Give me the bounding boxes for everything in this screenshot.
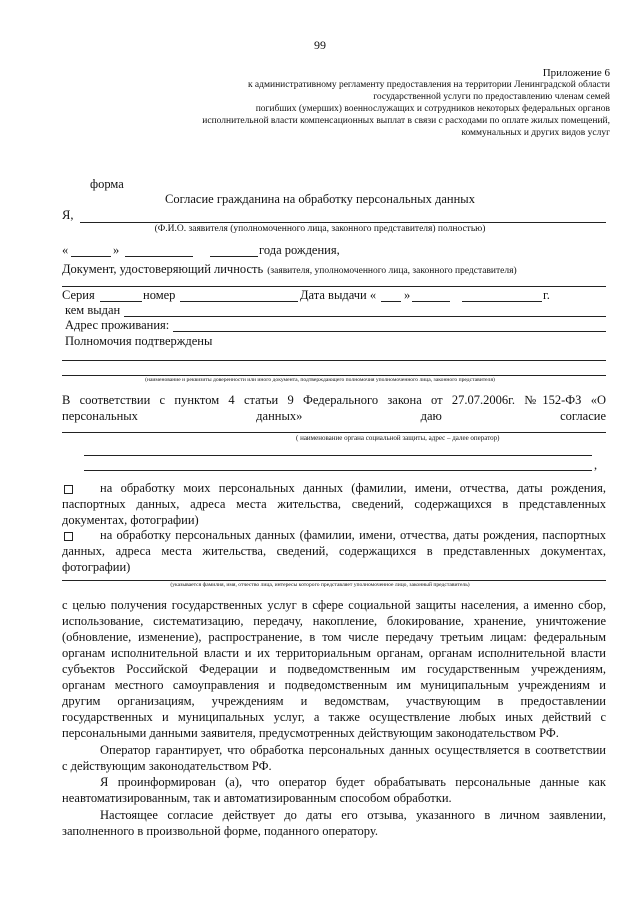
- birth-month-field[interactable]: [125, 256, 193, 257]
- fio-field-line[interactable]: [80, 222, 606, 223]
- authority-field-line[interactable]: [62, 360, 606, 361]
- number-field[interactable]: [180, 301, 298, 302]
- appendix-line: коммунальных и других видов услуг: [461, 128, 610, 138]
- issue-date-label: Дата выдачи «: [300, 288, 377, 302]
- guarantee-line-2: с действующим законодательством РФ.: [62, 759, 272, 773]
- purpose-line: другим организациям, учреждениям и ведомствам, участвующим в предоставлении: [62, 694, 606, 708]
- option-1-checkbox[interactable]: [64, 485, 73, 494]
- birth-suffix: года рождения,: [259, 243, 340, 257]
- purpose-line: органам местного самоуправления и подведомственным им муниципальным учреждениям и: [62, 678, 606, 692]
- ya-label: Я,: [62, 208, 74, 222]
- represented-hint: (указывается фамилия, имя, отчество лица, интересы которого представляет уполномоченное лицо, законный представитель): [170, 582, 470, 588]
- appendix-line: к административному регламенту предоставления на территории Ленинградской области: [247, 80, 610, 90]
- appendix-line: государственной услуги по предоставлению членам семей: [373, 92, 610, 102]
- law-line-1: В соответствии с пунктом 4 статьи 9 Федерального закона от 27.07.2006г. №152-ФЗ «О: [62, 393, 606, 407]
- purpose-last-line: персональными данными заявителя, предусмотренных действующим законодательством РФ.: [62, 726, 559, 740]
- issue-year-field[interactable]: [462, 301, 542, 302]
- birth-open-quote: «: [62, 243, 69, 257]
- series-field[interactable]: [100, 301, 142, 302]
- document-field-line[interactable]: [62, 286, 606, 287]
- appendix-title: Приложение 6: [542, 67, 610, 79]
- option-1-line-3: документах, фотографии): [62, 513, 199, 527]
- validity-line-1: Настоящее согласие действует до даты его отзыва, указанного в личном заявлении,: [100, 808, 606, 822]
- number-label: номер: [143, 288, 176, 302]
- option-2-line-3: фотографии): [62, 560, 131, 574]
- authority-hint: (наименование и реквизиты доверенности или иного документа, подтверждающего полномочия уполномоченного лица, законного представителя): [145, 377, 495, 383]
- validity-line-2: заполненного в произвольной форме, поданного оператору.: [62, 824, 378, 838]
- fio-hint: (Ф.И.О. заявителя (уполномоченного лица, законного представителя) полностью): [154, 224, 486, 234]
- year-suffix: г.: [543, 288, 550, 302]
- operator-field-line[interactable]: [62, 432, 606, 433]
- birth-day-field[interactable]: [71, 256, 111, 257]
- informed-line-2: неавтоматизированным, так и автоматизированным способом обработки.: [62, 791, 452, 805]
- law-line-2: персональных данных» даю согласие: [62, 409, 606, 423]
- purpose-line: органам исполнительной власти и их территориальным органам, органам исполнительной власти: [62, 646, 606, 660]
- option-2-checkbox[interactable]: [64, 532, 73, 541]
- represented-field-line[interactable]: [62, 580, 606, 581]
- authority-label: Полномочия подтверждены: [65, 334, 213, 348]
- purpose-line: государственных и муниципальных услуг, а также осуществление любых иных действий с: [62, 710, 606, 724]
- informed-line-1: Я проинформирован (а), что оператор будет обрабатывать персональные данные как: [100, 775, 606, 789]
- option-2-line-1: на обработку персональных данных (фамилии, имени, отчества, даты рождения, паспортных: [100, 528, 606, 542]
- page-number: 99: [314, 38, 326, 52]
- purpose-line: с целью получения государственных услуг в сфере социальной защиты населения, а именно сбор,: [62, 598, 606, 612]
- document-label: Документ, удостоверяющий личность: [62, 262, 264, 276]
- purpose-line: (обновление, изменение), распространение, в том числе передачу третьим лицам: федеральным: [62, 630, 606, 644]
- birth-close-quote: »: [113, 243, 120, 257]
- birth-year-field[interactable]: [210, 256, 258, 257]
- address-field[interactable]: [173, 331, 606, 332]
- option-1-line-2: паспортных данных, адреса места жительства, сведений, содержащихся в представленных: [62, 497, 606, 511]
- operator-comma: ,: [594, 458, 598, 472]
- option-1-line-1: на обработку моих персональных данных (фамилии, имени, отчества, даты рождения,: [100, 481, 606, 495]
- operator-hint: ( наименование органа социальной защиты, адрес – далее оператор): [296, 434, 500, 442]
- appendix-line: погибших (умерших) военнослужащих и сотрудников некоторых федеральных органов: [255, 104, 610, 114]
- document-hint: (заявителя, уполномоченного лица, законного представителя): [267, 266, 517, 276]
- option-2-line-2: данных, адреса места жительства, сведений, содержащихся в представленных документах,: [62, 544, 606, 558]
- form-label: форма: [90, 177, 124, 191]
- purpose-line: использование, систематизацию, передачу, накопление, блокирование, хранение, уничтожение: [62, 614, 606, 628]
- issue-date-quote-close: »: [404, 288, 411, 302]
- operator-field-line-3[interactable]: [84, 470, 592, 471]
- issued-by-label: кем выдан: [65, 303, 121, 317]
- purpose-line: субъектов Российской Федерации и подведомственным им государственным учреждениям,: [62, 662, 606, 676]
- series-label: Серия: [62, 288, 95, 302]
- guarantee-line-1: Оператор гарантирует, что обработка персональных данных осуществляется в соответствии: [100, 743, 606, 757]
- issue-month-field[interactable]: [412, 301, 450, 302]
- authority-field-line-2[interactable]: [62, 375, 606, 376]
- operator-field-line-2[interactable]: [84, 455, 592, 456]
- issued-by-field[interactable]: [124, 316, 606, 317]
- form-title: Согласие гражданина на обработку персональных данных: [165, 192, 475, 206]
- issue-day-field[interactable]: [381, 301, 401, 302]
- address-label: Адрес проживания:: [65, 318, 170, 332]
- appendix-line: исполнительной власти компенсационных выплат в связи с расходами по оплате жилых помещений,: [202, 116, 610, 126]
